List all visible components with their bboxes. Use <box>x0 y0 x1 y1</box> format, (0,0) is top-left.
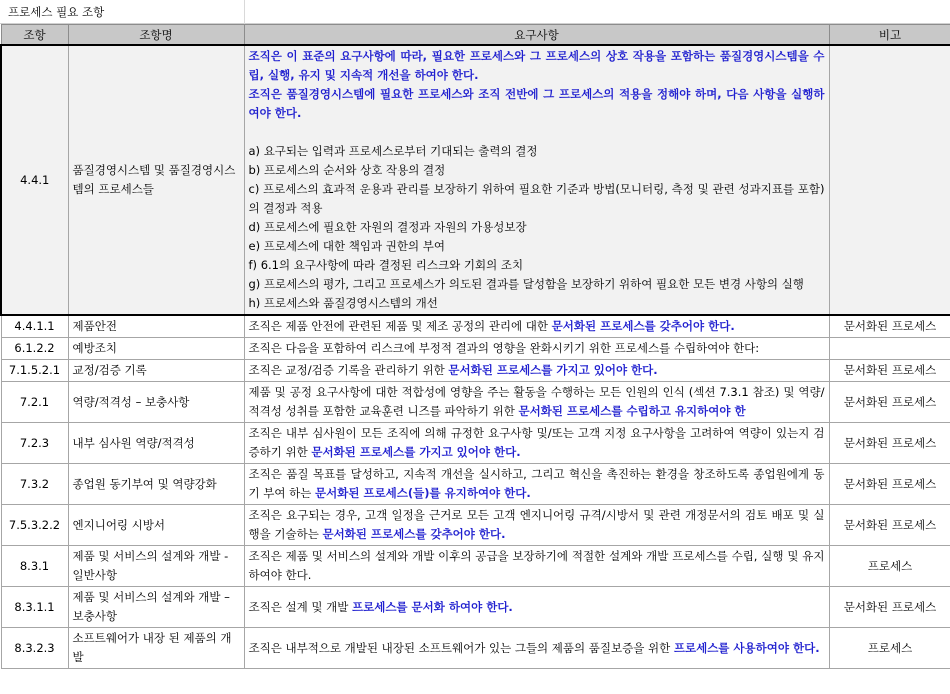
requirement-item: a) 요구되는 입력과 프로세스로부터 기대되는 출력의 결정 <box>248 144 538 158</box>
header-note[interactable]: 비고 <box>829 25 950 46</box>
requirement-text: 조직은 요구되는 경우, 고객 일정을 근거로 모든 고객 엔지니어링 규격/시방서 및 관련 개정문서의 검토 배포 및 실행을 기술하는 <box>248 508 825 541</box>
cell-note[interactable]: 프로세스 <box>829 628 950 669</box>
requirement-text: 조직은 교정/검증 기록을 관리하기 위한 <box>248 363 449 377</box>
table-row[interactable] <box>1 423 950 464</box>
cell-clause-name[interactable]: 내부 심사원 역량/적격성 <box>68 423 244 464</box>
cell-clause[interactable]: 4.4.1.1 <box>1 315 68 338</box>
requirement-text: 조직은 다음을 포함하여 리스크에 부정적 결과의 영향을 완화시키기 위한 프로세스를 수립하여야 한다: <box>248 341 760 355</box>
requirement-text: 조직은 제품 안전에 관련된 제품 및 제조 공정의 관리에 대한 <box>248 319 552 333</box>
cell-clause-name[interactable]: 엔지니어링 시방서 <box>68 505 244 546</box>
requirement-text: 조직은 제품 및 서비스의 설계와 개발 이후의 공급을 보장하기에 적절한 설계와 개발 프로세스를 수립, 실행 및 유지하여야 한다. <box>248 549 825 582</box>
cell-requirement[interactable] <box>244 45 829 315</box>
requirement-emphasis: 문서화된 프로세스를 갖추어야 한다. <box>322 527 506 541</box>
requirement-item: b) 프로세스의 순서와 상호 작용의 결정 <box>248 163 446 177</box>
cell-requirement[interactable] <box>244 315 829 338</box>
requirement-item: e) 프로세스에 대한 책임과 권한의 부여 <box>248 239 445 253</box>
cell-clause-name[interactable]: 소프트웨어가 내장 된 제품의 개발 <box>68 628 244 669</box>
requirement-emphasis: 문서화된 프로세스를 갖추어야 한다. <box>551 319 735 333</box>
requirement-text: 조직은 내부 심사원이 모든 조직에 의해 규정한 요구사항 및/또는 고객 지정 요구사항을 고려하여 역량이 있는지 검증하기 위한 <box>248 426 825 459</box>
requirement-item: g) 프로세스의 평가, 그리고 프로세스가 의도된 결과를 달성함을 보장하기 위하여 필요한 모든 변경 사항의 실행 <box>248 277 804 291</box>
cell-requirement[interactable] <box>244 382 829 423</box>
cell-note[interactable]: 문서화된 프로세스 <box>829 360 950 382</box>
header-clause[interactable]: 조항 <box>1 25 68 46</box>
cell-clause[interactable]: 4.4.1 <box>1 45 68 315</box>
table-row[interactable] <box>1 505 950 546</box>
requirement-item: c) 프로세스의 효과적 운용과 관리를 보장하기 위하여 필요한 기준과 방법(모니터링, 측정 및 관련 성과지표를 포함)의 결정과 적용 <box>248 182 825 215</box>
cell-clause[interactable]: 8.3.1.1 <box>1 587 68 628</box>
cell-clause[interactable]: 7.2.3 <box>1 423 68 464</box>
cell-requirement[interactable] <box>244 338 829 360</box>
cell-clause[interactable]: 8.3.1 <box>1 546 68 587</box>
cell-requirement[interactable] <box>244 587 829 628</box>
cell-clause-name[interactable]: 역량/적격성 – 보충사항 <box>68 382 244 423</box>
table-row[interactable] <box>1 45 950 315</box>
cell-note[interactable]: 문서화된 프로세스 <box>829 382 950 423</box>
cell-requirement[interactable] <box>244 546 829 587</box>
table-row[interactable] <box>1 464 950 505</box>
cell-note[interactable] <box>829 338 950 360</box>
cell-clause-name[interactable]: 종업원 동기부여 및 역량강화 <box>68 464 244 505</box>
cell-clause[interactable]: 7.1.5.2.1 <box>1 360 68 382</box>
table-row[interactable] <box>1 587 950 628</box>
cell-clause-name[interactable]: 예방조치 <box>68 338 244 360</box>
cell-clause[interactable]: 7.2.1 <box>1 382 68 423</box>
table-row[interactable] <box>1 546 950 587</box>
sheet-title-row <box>0 0 950 24</box>
table-row[interactable] <box>1 382 950 423</box>
cell-requirement[interactable] <box>244 505 829 546</box>
cell-clause[interactable]: 6.1.2.2 <box>1 338 68 360</box>
requirement-emphasis: 문서화된 프로세스(들)를 유지하여야 한다. <box>315 486 531 500</box>
cell-note[interactable]: 문서화된 프로세스 <box>829 464 950 505</box>
requirement-emphasis: 문서화된 프로세스를 가지고 있어야 한다. <box>311 445 521 459</box>
requirement-text: 조직은 품질 목표를 달성하고, 지속적 개선을 실시하고, 그리고 혁신을 촉진하는 환경을 창조하도록 종업원에게 동기 부여 하는 <box>248 467 825 500</box>
table-row[interactable] <box>1 628 950 669</box>
header-requirement[interactable]: 요구사항 <box>244 25 829 46</box>
requirement-text: 조직은 설계 및 개발 <box>248 599 352 614</box>
cell-requirement[interactable] <box>244 423 829 464</box>
requirements-table <box>0 24 950 669</box>
requirement-emphasis: 문서화된 프로세스를 가지고 있어야 한다. <box>448 363 658 377</box>
cell-note[interactable] <box>829 45 950 315</box>
requirement-emphasis: 프로세스를 사용하여야 한다. <box>673 640 820 655</box>
requirement-emphasis: 문서화된 프로세스를 수립하고 유지하여야 한 <box>518 404 746 418</box>
cell-clause[interactable]: 8.3.2.3 <box>1 628 68 669</box>
requirement-emphasis: 프로세스를 문서화 하여야 한다. <box>352 599 513 614</box>
gridline <box>244 0 245 24</box>
cell-clause[interactable]: 7.5.3.2.2 <box>1 505 68 546</box>
cell-clause-name[interactable]: 제품 및 서비스의 설계와 개발 - 일반사항 <box>68 546 244 587</box>
table-row[interactable] <box>1 338 950 360</box>
header-clause-name[interactable]: 조항명 <box>68 25 244 46</box>
header-row <box>1 25 950 46</box>
requirement-intro: 조직은 이 표준의 요구사항에 따라, 필요한 프로세스와 그 프로세스의 상호 작용을 포함하는 품질경영시스템을 수립, 실행, 유지 및 지속적 개선을 하여야 한다. <box>248 49 825 82</box>
cell-requirement[interactable] <box>244 464 829 505</box>
cell-note[interactable]: 문서화된 프로세스 <box>829 423 950 464</box>
cell-note[interactable]: 문서화된 프로세스 <box>829 315 950 338</box>
requirement-item: d) 프로세스에 필요한 자원의 결정과 자원의 가용성보장 <box>248 220 527 234</box>
requirement-item: f) 6.1의 요구사항에 따라 결정된 리스크와 기회의 조치 <box>248 258 524 272</box>
cell-requirement[interactable] <box>244 360 829 382</box>
cell-note[interactable]: 문서화된 프로세스 <box>829 587 950 628</box>
requirement-text: 제품 및 공정 요구사항에 대한 적합성에 영향을 주는 활동을 수행하는 모든 인원의 인식 (섹션 7.3.1 참조) 및 역량/적격성 성취를 포함한 교육훈련 니즈를 파악하기 위한 <box>248 385 825 418</box>
table-row[interactable] <box>1 315 950 338</box>
cell-note[interactable]: 문서화된 프로세스 <box>829 505 950 546</box>
requirement-text: 조직은 내부적으로 개발된 내장된 소프트웨어가 있는 그들의 제품의 품질보증을 위한 <box>248 640 674 655</box>
sheet-title[interactable]: 프로세스 필요 조항 <box>8 5 105 19</box>
cell-note[interactable]: 프로세스 <box>829 546 950 587</box>
table-row[interactable] <box>1 360 950 382</box>
cell-requirement[interactable] <box>244 628 829 669</box>
requirement-item: h) 프로세스와 품질경영시스템의 개선 <box>248 296 438 310</box>
cell-clause-name[interactable]: 제품안전 <box>68 315 244 338</box>
cell-clause-name[interactable]: 교정/검증 기록 <box>68 360 244 382</box>
cell-clause-name[interactable]: 품질경영시스템 및 품질경영시스템의 프로세스들 <box>68 45 244 315</box>
cell-clause-name[interactable]: 제품 및 서비스의 설계와 개발 – 보충사항 <box>68 587 244 628</box>
requirement-intro: 조직은 품질경영시스템에 필요한 프로세스와 조직 전반에 그 프로세스의 적용을 정해야 하며, 다음 사항을 실행하여야 한다. <box>248 87 825 120</box>
cell-clause[interactable]: 7.3.2 <box>1 464 68 505</box>
blank-line <box>249 123 825 142</box>
